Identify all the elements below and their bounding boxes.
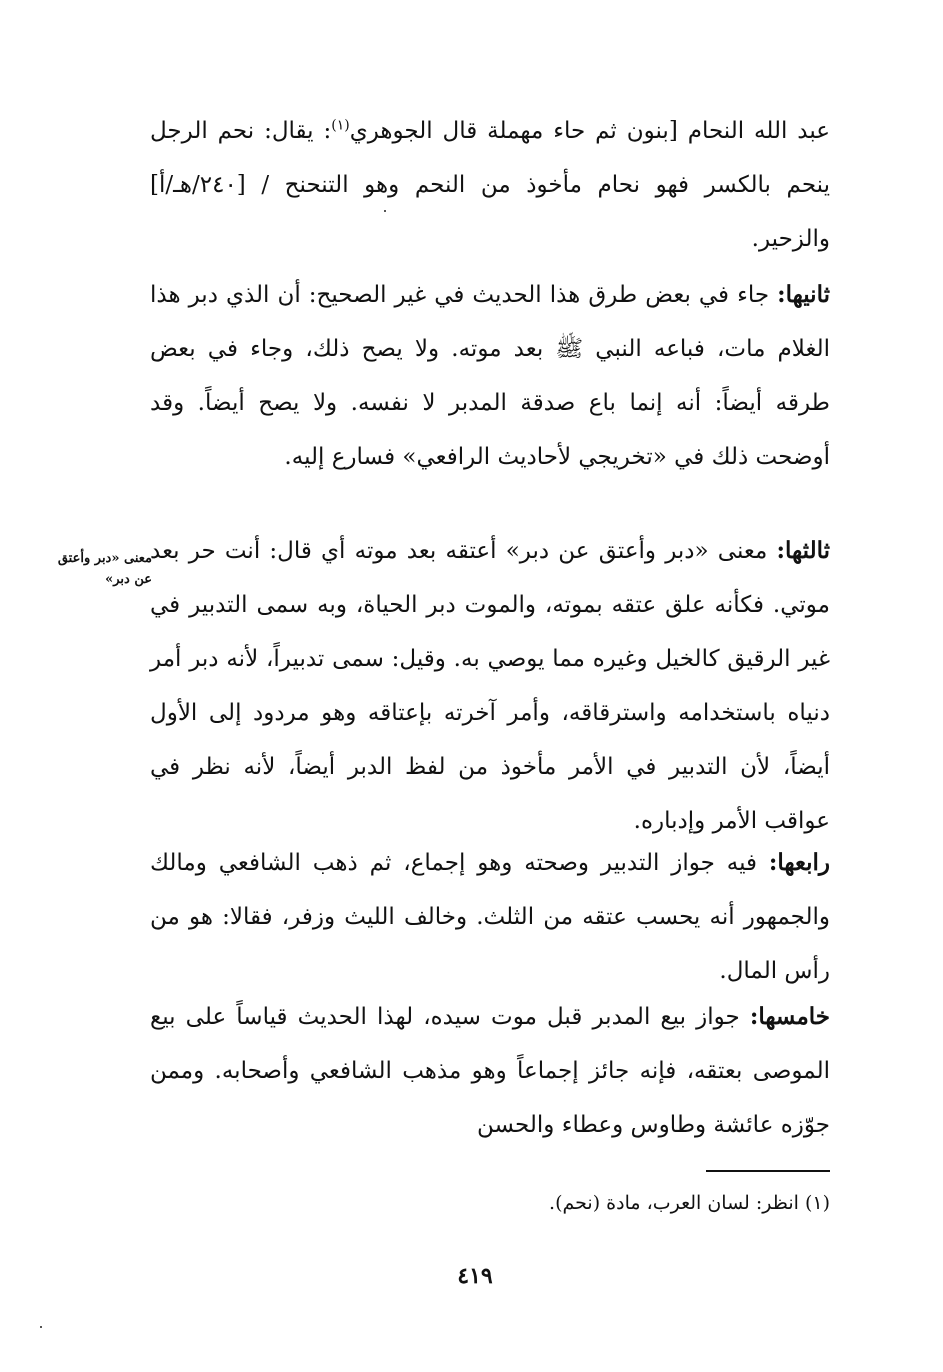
para1-text-b: : يقال: نحم الرجل ينحم بالكسر فهو نحام مأخوذ من النحم وهو التنحنح /: [150, 118, 831, 198]
paragraph-fourth: [150, 836, 830, 998]
scan-speck: [384, 210, 386, 212]
margin-annotation: معنى «دبر وأعتق عن دبر»: [57, 551, 152, 587]
para3-heading: ثالثها:: [776, 537, 830, 564]
manuscript-folio-marker: [٢٤٠/هـ/أ]: [150, 172, 246, 198]
para5-body: جواز بيع المدبر قبل موت سيده، لهذا الحديث قياساً على بيع الموصى بعتقه، فإنه جائز إجماعاً وهو مذهب الشافعي وأصحابه. وممن جوّزه عائشة وطاوس وعطاء والحسن: [150, 1004, 830, 1138]
page-number: ٤١٩: [457, 1263, 493, 1289]
footnote: (١) انظر: لسان العرب، مادة (نحم).: [549, 1192, 830, 1214]
para4-heading: رابعها:: [768, 849, 830, 876]
para2-heading: ثانيها:: [777, 281, 830, 308]
footnote-separator: [706, 1170, 830, 1172]
paragraph-fifth: [150, 990, 830, 1152]
scan-speck: [40, 1326, 42, 1328]
para2-body: جاء في بعض طرق هذا الحديث في غير الصحيح: أن الذي دبر هذا الغلام مات، فباعه النبي ﷺ بعد موته. ولا يصح ذلك، وجاء في بعض طرقه أيضاً: أنه إنما باع صدقة المدبر لا نفسه. ولا يصح أيضاً. وقد أوضحت ذلك في «تخريجي لأحاديث الرافعي» فسارع إليه.: [150, 282, 830, 470]
para1-text-a: عبد الله النحام [بنون ثم حاء مهملة قال الجوهري: [349, 118, 830, 144]
para3-body: معنى «دبر وأعتق عن دبر» أعتقه بعد موته أي قال: أنت حر بعد موتي. فكأنه علق عتقه بموته، والموت دبر الحياة، وبه سمى التدبير في غير الرقيق كالخيل وغيره مما يوصي به. وقيل: سمى تدبيراً، لأنه دبر أمر دنياه باستخدامه واسترقاقه، وأمر آخرته بإعتاقه وهو مردود إلى الأول أيضاً، لأن التدبير في الأمر مأخوذ من لفظ الدبر أيضاً، لأنه نظر في عواقب الأمر وإدباره.: [150, 538, 830, 834]
para4-body: فيه جواز التدبير وصحته وهو إجماع، ثم ذهب الشافعي ومالك والجمهور أنه يحسب عتقه من الثلث. وخالف الليث وزفر، فقالا: هو من رأس المال.: [150, 850, 830, 984]
para5-heading: خامسها:: [749, 1003, 830, 1030]
footnote-reference[interactable]: (١): [331, 117, 350, 134]
paragraph-third: [150, 524, 830, 848]
paragraph-second: [150, 268, 830, 484]
para1-text-end: والزحير.: [751, 226, 830, 252]
paragraph-continuation: [150, 104, 830, 266]
